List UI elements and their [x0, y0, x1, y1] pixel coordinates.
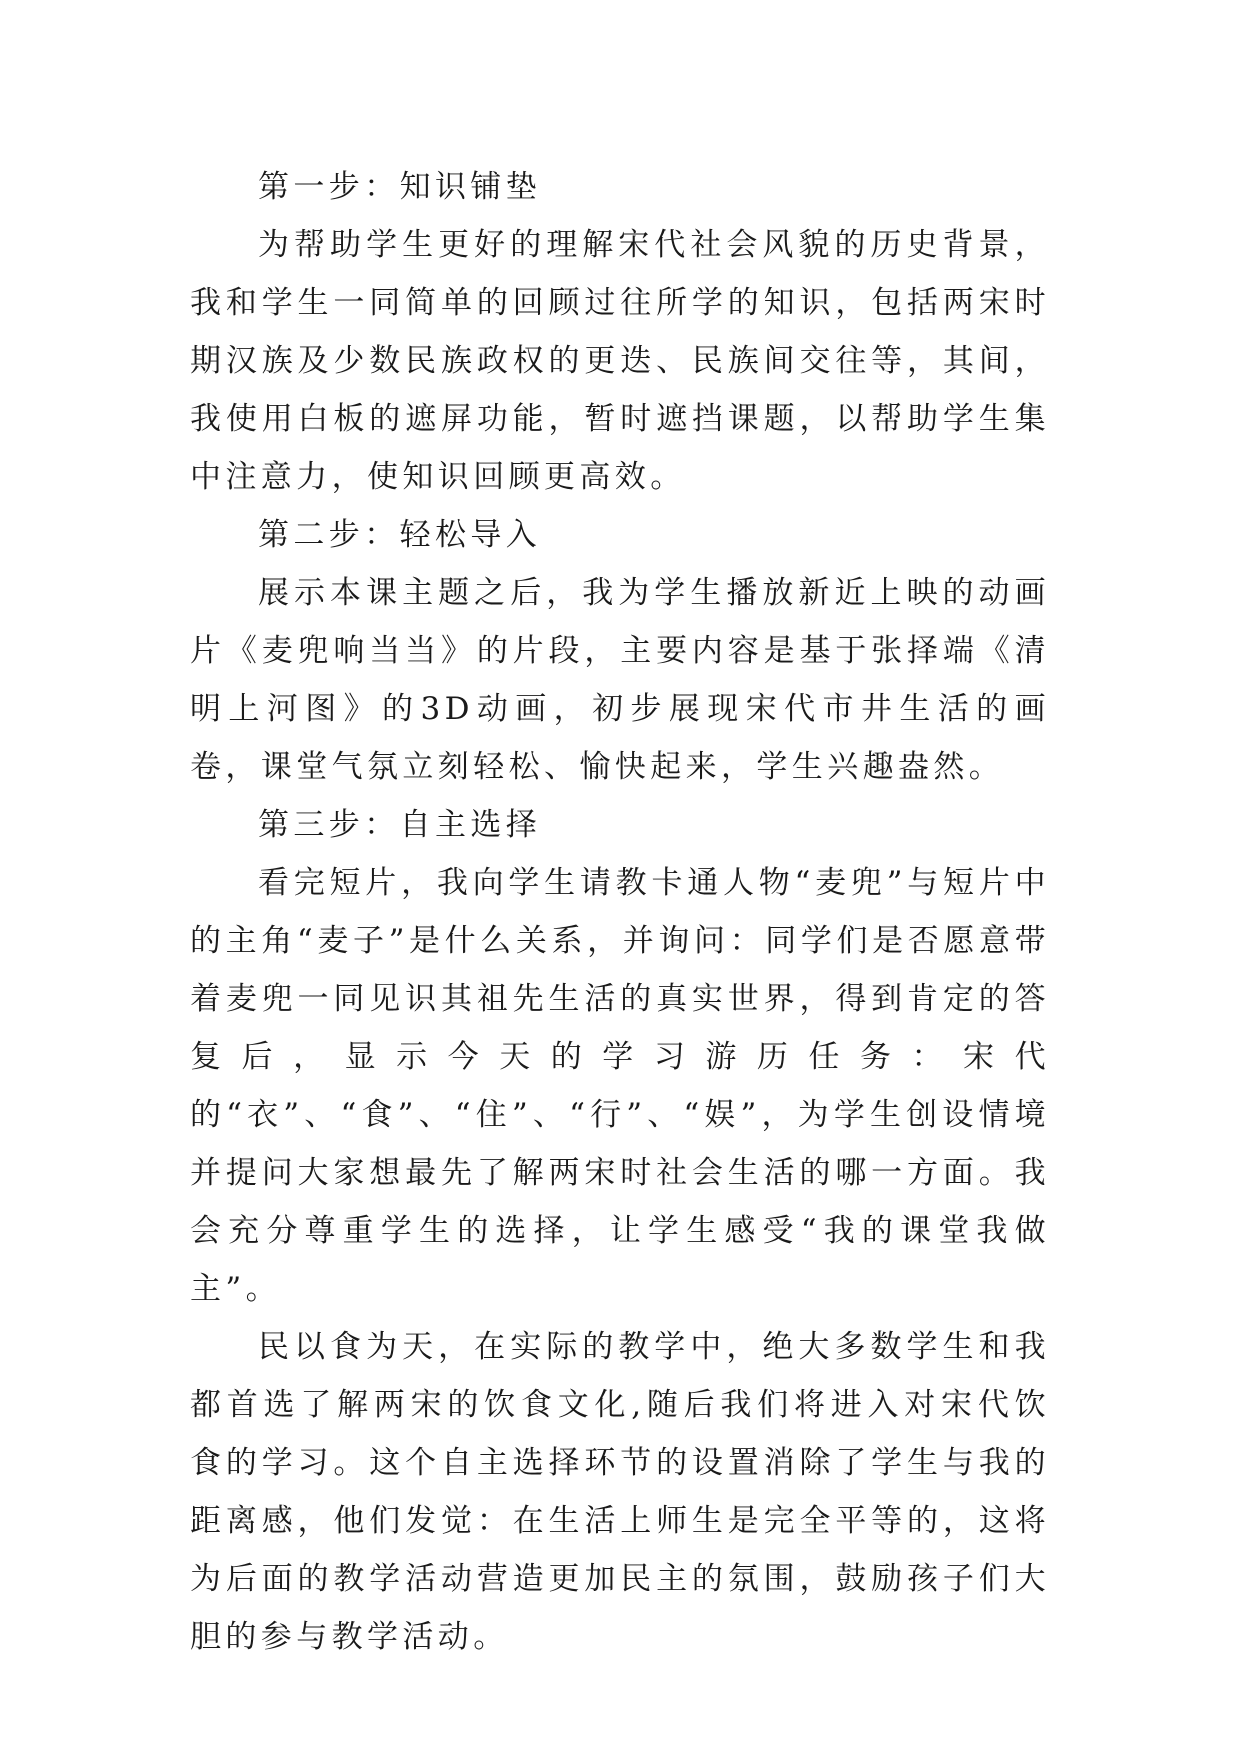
- section-1-paragraph-1: 为帮助学生更好的理解宋代社会风貌的历史背景，我和学生一同简单的回顾过往所学的知识，包括两宋时期汉族及少数民族政权的更迭、民族间交往等，其间，我使用白板的遮屏功能，暂时遮挡课题，以帮助学生集中注意力，使知识回顾更高效。: [190, 227, 1050, 495]
- section-heading-1: 第一步：知识铺垫: [258, 169, 542, 205]
- section-heading-3: 第三步：自主选择: [258, 807, 542, 843]
- document-body: [190, 158, 1050, 1666]
- section-3-paragraph-2: 民以食为天，在实际的教学中，绝大多数学生和我都首选了解两宋的饮食文化,随后我们将进入对宋代饮食的学习。这个自主选择环节的设置消除了学生与我的距离感，他们发觉：在生活上师生是完全平等的，这将为后面的教学活动营造更加民主的氛围，鼓励孩子们大胆的参与教学活动。: [190, 1329, 1050, 1655]
- section-heading-2: 第二步：轻松导入: [258, 517, 542, 553]
- section-3-paragraph-1: 看完短片，我向学生请教卡通人物“麦兜”与短片中的主角“麦子”是什么关系，并询问：同学们是否愿意带着麦兜一同见识其祖先生活的真实世界，得到肯定的答复后，显示今天的学习游历任务：宋代的“衣”、“食”、“住”、“行”、“娱”，为学生创设情境并提问大家想最先了解两宋时社会生活的哪一方面。我会充分尊重学生的选择，让学生感受“我的课堂我做主”。: [190, 865, 1050, 1307]
- section-2-paragraph-1: 展示本课主题之后，我为学生播放新近上映的动画片《麦兜响当当》的片段，主要内容是基于张择端《清明上河图》的3D动画，初步展现宋代市井生活的画卷，课堂气氛立刻轻松、愉快起来，学生兴趣盎然。: [190, 575, 1050, 785]
